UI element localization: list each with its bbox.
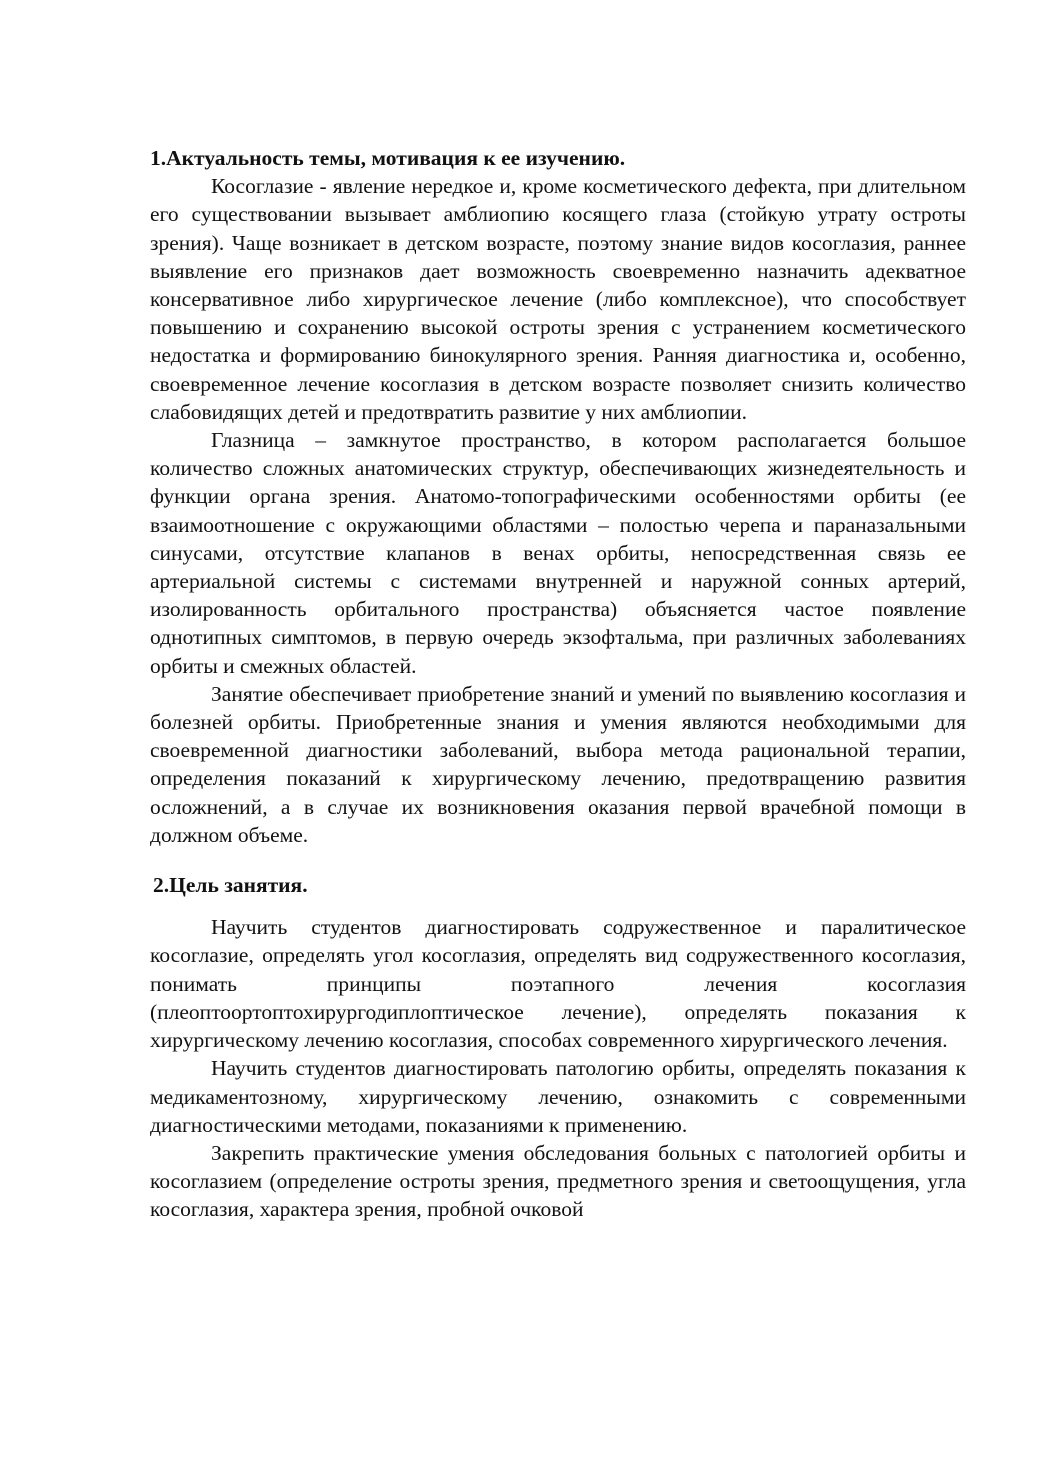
paragraph-orbit-anatomy: Глазница – замкнутое пространство, в котором располагается большое количество сложных анатомических структур, обеспечивающих жизнедеятельность и функции органа зрения. Анатомо-топографическими особенностями орбиты (ее взаимоотношение с окружающими областями – полостью черепа и параназальными синусами, отсутствие клапанов в венах орбиты, непосредственная связь ее артериальной системы с системами внутренней и наружной сонных артерий, изолированность орбитального пространства) объясняется частое появление однотипных симптомов, в первую очередь экзофтальма, при различных заболеваниях орбиты и смежных областей. [150, 428, 966, 678]
paragraph-goal-practical: Закрепить практические умения обследования больных с патологией орбиты и косоглазием (определение остроты зрения, предметного зрения и светоощущения, угла косоглазия, характера зрения, пробной очковой [150, 1140, 966, 1222]
section-heading-goal: 2.Цель занятия. [153, 873, 308, 898]
paragraph-strabismus-intro: Косоглазие - явление нередкое и, кроме косметического дефекта, при длительном его существовании вызывает амблиопию косящего глаза (стойкую утрату остроты зрения). Чаще возникает в детском возрасте, поэтому знание видов косоглазия, раннее выявление его признаков дает возможность своевременно назначить адекватное консервативное либо хирургическое лечение (либо комплексное), что способствует повышению и сохранению высокой остроты зрения с устранением косметического недостатка и формированию бинокулярного зрения. Ранняя диагностика и, особенно, своевременное лечение косоглазия в детском возрасте позволяет снизить количество слабовидящих детей и предотвратить развитие у них амблиопии. [150, 174, 966, 424]
section-heading-relevance: 1.Актуальность темы, мотивация к ее изучению. [150, 146, 626, 170]
paragraph-lesson-provides: Занятие обеспечивает приобретение знаний и умений по выявлению косоглазия и болезней орбиты. Приобретенные знания и умения являются необходимыми для своевременной диагностики заболеваний, выбора метода рациональной терапии, определения показаний к хирургическому лечению, предотвращению развития осложнений, а в случае их возникновения оказания первой врачебной помощи в должном объеме. [150, 681, 966, 847]
paragraph-goal-strabismus: Научить студентов диагностировать содружественное и паралитическое косоглазие, определять угол косоглазия, определять вид содружественного косоглазия, понимать принципы поэтапного лечения косоглазия (плеоптоортоптохирургодиплоптическое лечение), определять показания к хирургическому лечению косоглазия, способах современного хирургического лечения. [150, 915, 966, 1053]
document-page [150, 144, 966, 1224]
paragraph-goal-orbit: Научить студентов диагностировать патологию орбиты, определять показания к медикаментозному, хирургическому лечению, ознакомить с современными диагностическими методами, показаниями к применению. [150, 1056, 966, 1137]
